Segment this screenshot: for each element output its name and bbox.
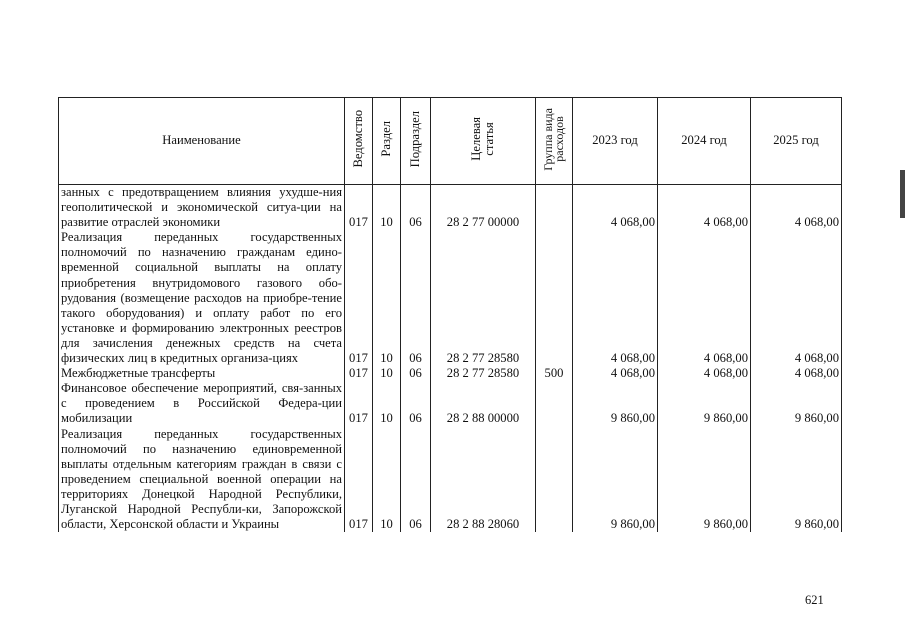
table-row <box>59 427 842 533</box>
row-amount-2024: 9 860,00 <box>658 381 751 426</box>
row-podrazdel: 06 <box>401 230 431 366</box>
row-podrazdel: 06 <box>401 366 431 381</box>
table-row <box>59 230 842 366</box>
row-amount-2025: 4 068,00 <box>751 230 842 366</box>
row-expense-group <box>536 381 573 426</box>
table-header-row <box>59 98 842 185</box>
row-amount-2024: 4 068,00 <box>658 230 751 366</box>
row-target-article: 28 2 77 28580 <box>431 366 536 381</box>
header-vedomstvo: Ведомство <box>345 98 373 185</box>
row-vedomstvo: 017 <box>345 381 373 426</box>
header-expense-group: Группа вида расходов <box>536 98 573 185</box>
row-target-article: 28 2 88 28060 <box>431 427 536 533</box>
row-amount-2025: 9 860,00 <box>751 381 842 426</box>
row-name: занных с предотвращением влияния ухудше-ния геополитической и экономической ситуа-ции на развитие отраслей экономики <box>59 185 345 231</box>
row-razdel: 10 <box>373 366 401 381</box>
row-razdel: 10 <box>373 381 401 426</box>
table-row <box>59 366 842 381</box>
header-name: Наименование <box>59 98 345 185</box>
row-amount-2025: 4 068,00 <box>751 366 842 381</box>
row-name: Реализация переданных государственных полномочий по назначению единовременной выплаты отдельным категориям граждан в связи с проведением специальной военной операции на территориях Донецкой Народной Республики, Луганской Народной Республи-ки, Запорожской области, Херсонской области и Украины <box>59 427 345 533</box>
row-amount-2024: 4 068,00 <box>658 185 751 231</box>
row-razdel: 10 <box>373 230 401 366</box>
row-expense-group <box>536 185 573 231</box>
row-vedomstvo: 017 <box>345 230 373 366</box>
row-razdel: 10 <box>373 427 401 533</box>
row-target-article: 28 2 77 28580 <box>431 230 536 366</box>
row-amount-2025: 9 860,00 <box>751 427 842 533</box>
row-amount-2023: 4 068,00 <box>573 366 658 381</box>
row-target-article: 28 2 88 00000 <box>431 381 536 426</box>
header-2025: 2025 год <box>751 98 842 185</box>
row-amount-2023: 4 068,00 <box>573 230 658 366</box>
header-target-article: Целевая статья <box>431 98 536 185</box>
header-podrazdel: Подраздел <box>401 98 431 185</box>
row-target-article: 28 2 77 00000 <box>431 185 536 231</box>
row-amount-2024: 4 068,00 <box>658 366 751 381</box>
row-name: Реализация переданных государственных полномочий по назначению гражданам едино-временной социальной выплаты на оплату приобретения внутридомового газового обо-рудования (возмещение расходов на приобре-тение такого оборудования) и оплату работ по его установке и формированию электронных реестров для зачисления денежных средств на счета физических лиц в кредитных организа-циях <box>59 230 345 366</box>
budget-table <box>58 97 842 532</box>
row-amount-2024: 9 860,00 <box>658 427 751 533</box>
row-expense-group <box>536 427 573 533</box>
row-expense-group: 500 <box>536 366 573 381</box>
page-number: 621 <box>805 593 824 607</box>
row-podrazdel: 06 <box>401 185 431 231</box>
row-amount-2025: 4 068,00 <box>751 185 842 231</box>
row-amount-2023: 9 860,00 <box>573 427 658 533</box>
table-row <box>59 185 842 231</box>
table-row <box>59 381 842 426</box>
row-vedomstvo: 017 <box>345 366 373 381</box>
row-vedomstvo: 017 <box>345 427 373 533</box>
row-amount-2023: 4 068,00 <box>573 185 658 231</box>
row-name: Финансовое обеспечение мероприятий, свя-занных с проведением в Российской Федера-ции мобилизации <box>59 381 345 426</box>
row-name: Межбюджетные трансферты <box>59 366 345 381</box>
header-2024: 2024 год <box>658 98 751 185</box>
row-vedomstvo: 017 <box>345 185 373 231</box>
row-podrazdel: 06 <box>401 427 431 533</box>
row-razdel: 10 <box>373 185 401 231</box>
row-expense-group <box>536 230 573 366</box>
scan-edge-mark <box>900 170 905 218</box>
row-amount-2023: 9 860,00 <box>573 381 658 426</box>
header-2023: 2023 год <box>573 98 658 185</box>
header-razdel: Раздел <box>373 98 401 185</box>
row-podrazdel: 06 <box>401 381 431 426</box>
